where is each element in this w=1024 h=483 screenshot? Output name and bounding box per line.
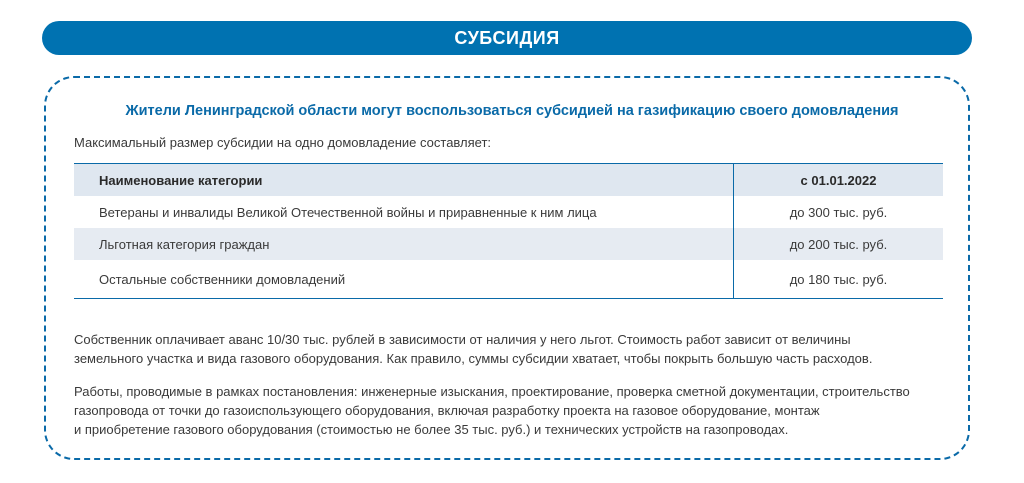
headline: Жители Ленинградской области могут воспользоваться субсидией на газификацию своего домовладения bbox=[125, 103, 899, 119]
paragraph-advance-payment bbox=[74, 330, 944, 368]
table-row bbox=[74, 196, 943, 228]
row-amount: до 180 тыс. руб. bbox=[734, 260, 944, 299]
table-row bbox=[74, 260, 943, 299]
header-date: с 01.01.2022 bbox=[734, 164, 944, 197]
subsidy-banner bbox=[42, 21, 972, 55]
paragraph-line: газопровода от точки до газоиспользующего оборудования, включая разработку проекта на газовое оборудование, монтаж bbox=[74, 403, 820, 418]
subsidy-table bbox=[74, 163, 943, 299]
row-category: Льготная категория граждан bbox=[74, 228, 734, 260]
intro-text: Максимальный размер субсидии на одно домовладение составляет: bbox=[74, 135, 492, 150]
table-header-row bbox=[74, 164, 943, 197]
table-row bbox=[74, 228, 943, 260]
paragraph-line: и приобретение газового оборудования (стоимостью не более 35 тыс. руб.) и технических устройств на газопроводах. bbox=[74, 422, 789, 437]
paragraph-works bbox=[74, 382, 954, 439]
paragraph-line: Собственник оплачивает аванс 10/30 тыс. рублей в зависимости от наличия у него льгот. Стоимость работ зависит от величины bbox=[74, 332, 851, 347]
paragraph-line: Работы, проводимые в рамках постановления: инженерные изыскания, проектирование, проверка сметной документации, строительство bbox=[74, 384, 910, 399]
banner-title: СУБСИДИЯ bbox=[454, 27, 560, 48]
row-category: Остальные собственники домовладений bbox=[74, 260, 734, 299]
paragraph-line: земельного участка и вида газового оборудования. Как правило, суммы субсидии хватает, чтобы покрыть большую часть расходов. bbox=[74, 351, 873, 366]
header-category: Наименование категории bbox=[74, 164, 734, 197]
row-amount: до 300 тыс. руб. bbox=[789, 204, 888, 220]
row-amount: до 200 тыс. руб. bbox=[734, 228, 944, 260]
row-category: Ветераны и инвалиды Великой Отечественной войны и приравненные к ним лица bbox=[74, 196, 734, 228]
